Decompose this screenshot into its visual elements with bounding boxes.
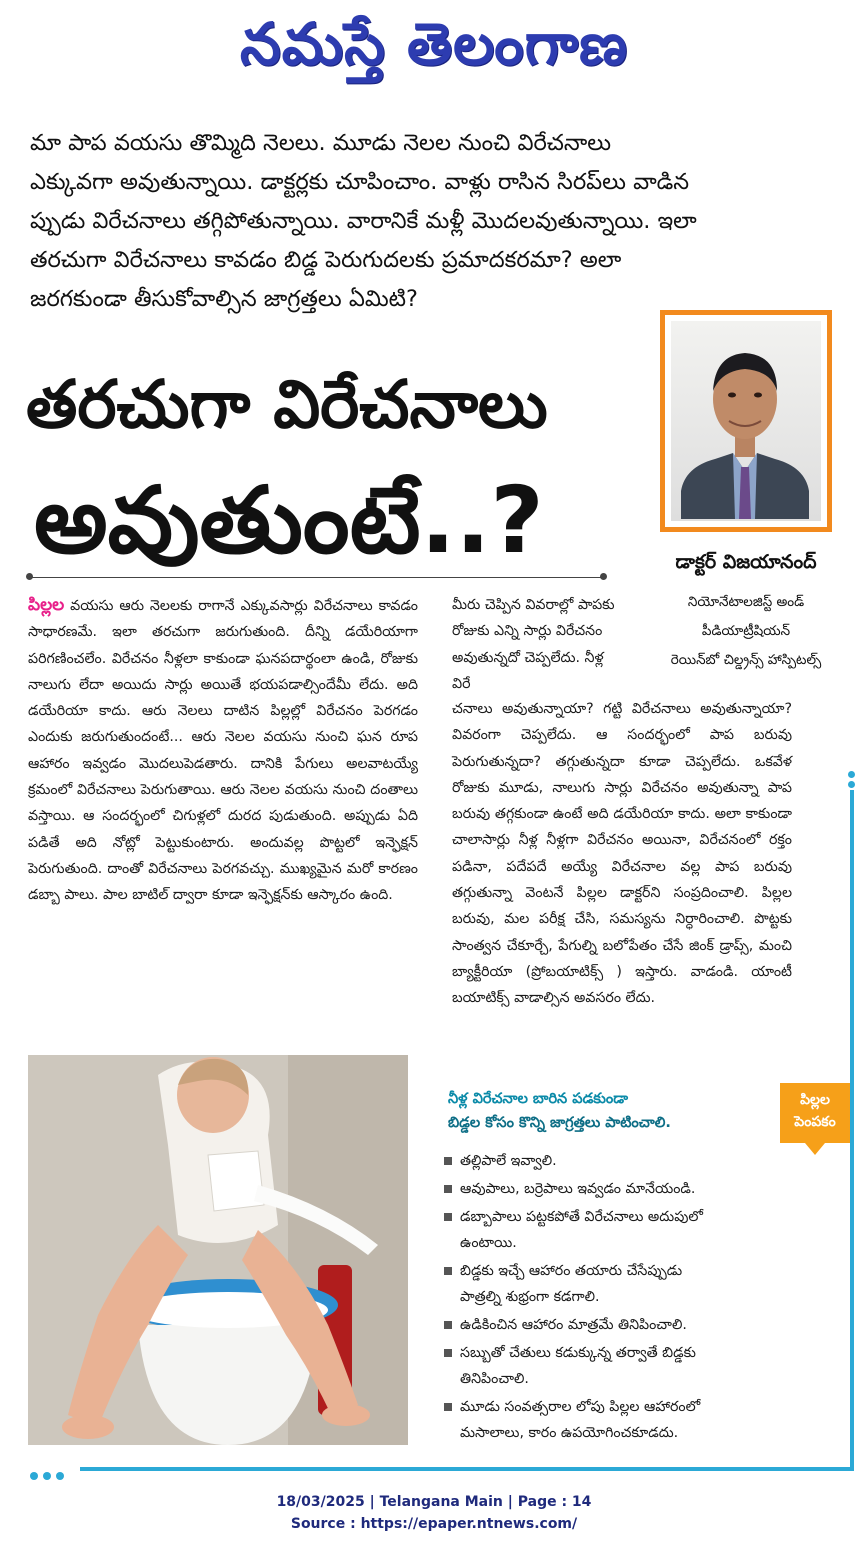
child-on-toilet-photo: [28, 1055, 408, 1445]
tips-list: [440, 1148, 790, 1448]
tip-item: తల్లిపాలే ఇవ్వాలి.: [440, 1148, 790, 1174]
tip-item: బిడ్డకు ఇచ్చే ఆహారం తయారు చేసేప్పుడు పాత్రల్ని శుభ్రంగా కడగాలి.: [440, 1258, 790, 1310]
headline-line-2: అవుతుంటే..?: [34, 467, 544, 574]
tip-item: ఉడికించిన ఆహారం మాత్రమే తినిపించాలి.: [440, 1312, 790, 1338]
headline-line-1: తరచుగా విరేచనాలు: [26, 366, 548, 443]
tip-item: డబ్బాపాలు పట్టకపోతే విరేచనాలు అదుపులో ఉంటాయి.: [440, 1204, 790, 1256]
side-dots: [847, 771, 857, 791]
masthead-logo: నమస్తే తెలంగాణ: [240, 10, 628, 78]
footer-source: Source : https://epaper.ntnews.com/: [290, 1516, 578, 1532]
footer-date-edition: 18/03/2025 | Telangana Main | Page : 14: [276, 1494, 592, 1510]
doctor-photo: [660, 310, 832, 532]
lead-word: పిల్లల: [28, 595, 65, 615]
doctor-name: డాక్టర్ విజయానంద్: [675, 551, 817, 573]
article-column-2-body: చనాలు అవుతున్నాయా? గట్టి విరేచనాలు అవుతున్నాయా? వివరంగా చెప్పలేదు. ఆ సందర్భంలో పాప బరువు పెరుగుతున్నదా? తగ్గుతున్నదా కూడా చెప్పలేదు. ఒకవేళ రోజుకు మూడు, నాలుగు సార్లు విరేచనం అవుతున్నా పాప బరువు తగ్గకుండా ఉంటే అది డయేరియా కాదు. అలా కాకుండా చాలాసార్లు నీళ్ల నీళ్లగా విరేచనం అయినా, విరేచనంలో రక్తం పడినా, పదేపదే అయ్యే విరేచనాల వల్ల పాప బరువు తగ్గుతున్నా వెంటనే పిల్లల డాక్టర్‌ని సంప్రదించాలి. పిల్లల బరువు, మల పరీక్ష చేసి, సమస్యను నిర్ధారించాలి. పొట్టకు సాంత్వన చేకూర్చే, పేగుల్ని బలోపేతం చేసే జింక్ డ్రాప్స్, మంచి బ్యాక్టీరియా (ప్రోబయాటిక్స్ ) ఇస్తారు. వాడండి. యాంటీ బయాటిక్స్ వాడాల్సిన అవసరం లేదు.: [452, 701, 792, 1007]
tip-item: సబ్బుతో చేతులు కడుక్కున్న తర్వాతే బిడ్డకు తినిపించాలి.: [440, 1340, 790, 1392]
side-accent-bar: [850, 790, 854, 1470]
bottom-accent-bar: [80, 1467, 854, 1471]
bottom-dots: [30, 1465, 69, 1484]
tips-heading: [448, 1087, 778, 1135]
section-badge: పిల్లల పెంపకం: [780, 1083, 850, 1143]
divider-dot-right: [600, 573, 607, 580]
article-column-1: [28, 592, 418, 909]
divider-dot-left: [26, 573, 33, 580]
reader-question: మా పాప వయసు తొమ్మిది నెలలు. మూడు నెలల నుంచి విరేచనాలు ఎక్కువగా అవుతున్నాయి. డాక్టర్లకు చూపించాం. వాళ్లు రాసిన సిరప్‌లు వాడిన ప్పుడు విరేచనాలు తగ్గిపోతున్నాయి. వారానికే మళ్లీ మొదలవుతున్నాయి. ఇలా తరచుగా విరేచనాలు కావడం బిడ్డ పెరుగుదలకు ప్రమాదకరమా? అలా జరగకుండా తీసుకోవాల్సిన జాగ్రత్తలు ఏమిటి?: [30, 130, 697, 312]
article-column-2-top: మీరు చెప్పిన వివరాల్లో పాపకు రోజుకు ఎన్ని సార్లు విరేచనం అవుతున్నదో చెప్పలేదు. నీళ్ల విరే: [452, 597, 615, 692]
doctor-designation: నియోనేటాలజిస్ట్ అండ్ పీడియాట్రీషియన్ రెయిన్‌బో చిల్డ్రన్స్ హాస్పిటల్స్: [670, 594, 822, 668]
column-divider: [30, 577, 604, 578]
tips-heading-line-1: నీళ్ల విరేచనాల బారిన పడకుండా: [448, 1091, 629, 1107]
tip-item: ఆవుపాలు, బర్రెపాలు ఇవ్వడం మానేయండి.: [440, 1176, 790, 1202]
column-1-body: వయసు ఆరు నెలలకు రాగానే ఎక్కువసార్లు విరేచనాలు కావడం సాధారణమే. ఇలా తరచుగా జరుగుతుంది. దీన్ని డయేరియాగా పరిగణించలేం. విరేచనం నీళ్లలా కాకుండా ఘనపదార్థంలా ఉండి, రోజుకు నాలుగు లేదా అయిదు సార్లు అయితే భయపడాల్సిందేమీ లేదు. అది డయేరియా కాదు. ఆరు నెలలు దాటిన పిల్లల్లో విరేచనం పెరగడం ఎందుకు జరుగుతుందంటే... ఆరు నెలల వయసు నుంచి ఘన రూప ఆహారం ఇవ్వడం మొదలుపెడతారు. దానికి పేగులు అలవాటయ్యే క్రమంలో విరేచనాలు పెరుగుతాయి. ఆరు నెలల వయసు నుంచి దంతాలు వస్తాయి. ఆ సందర్భంలో చిగుళ్లలో దురద పుడుతుంది. అప్పుడు ఏది పడితే అది నోట్లో పెట్టుకుంటారు. అందువల్ల పొట్టలో ఇన్ఫెక్షన్ పెరుగుతుంది. దాంతో విరేచనాలు పెరగవచ్చు. ముఖ్యమైన మరో కారణం డబ్బా పాలు. పాల బాటిల్ ద్వారా కూడా ఇన్ఫెక్షన్‌కు ఆస్కారం ఉంది.: [28, 598, 418, 904]
tip-item: మూడు సంవత్సరాల లోపు పిల్లల ఆహారంలో మసాలాలు, కారం ఉపయోగించకూడదు.: [440, 1394, 790, 1446]
tips-heading-line-2: బిడ్డల కోసం కొన్ని జాగ్రత్తలు పాటించాలి.: [448, 1115, 671, 1131]
doctor-portrait: [671, 321, 821, 521]
